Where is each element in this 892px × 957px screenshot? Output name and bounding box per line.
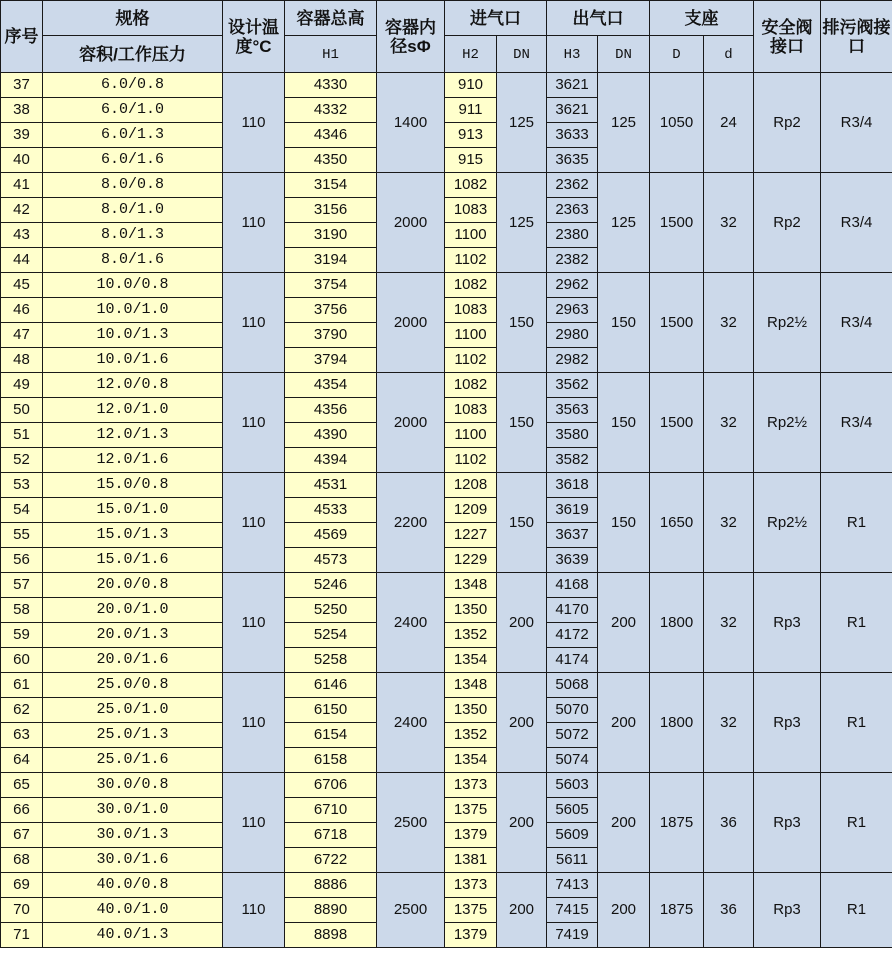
cell-h3: 4174 xyxy=(547,648,598,673)
cell-h2: 1100 xyxy=(445,323,497,348)
cell-h1: 4356 xyxy=(285,398,377,423)
cell-diameter: 2400 xyxy=(377,573,445,673)
cell-seq: 42 xyxy=(1,198,43,223)
cell-h2: 1208 xyxy=(445,473,497,498)
cell-seq: 51 xyxy=(1,423,43,448)
cell-seq: 62 xyxy=(1,698,43,723)
cell-h2: 1375 xyxy=(445,898,497,923)
cell-spec: 12.0/1.3 xyxy=(43,423,223,448)
cell-h1: 3190 xyxy=(285,223,377,248)
cell-h2: 911 xyxy=(445,98,497,123)
cell-support-d-inner: 24 xyxy=(704,73,754,173)
cell-h2: 1082 xyxy=(445,173,497,198)
cell-temp: 110 xyxy=(223,273,285,373)
cell-spec: 10.0/1.3 xyxy=(43,323,223,348)
cell-h3: 2963 xyxy=(547,298,598,323)
table-row xyxy=(1,273,892,298)
cell-h3: 5611 xyxy=(547,848,598,873)
cell-diameter: 2000 xyxy=(377,273,445,373)
cell-support-d-outer: 1050 xyxy=(650,73,704,173)
cell-temp: 110 xyxy=(223,873,285,948)
header-outlet-dn: DN xyxy=(598,36,650,73)
cell-spec: 30.0/1.0 xyxy=(43,798,223,823)
cell-spec: 25.0/0.8 xyxy=(43,673,223,698)
header-diameter: 容器内径sΦ xyxy=(377,1,445,73)
cell-temp: 110 xyxy=(223,473,285,573)
cell-seq: 49 xyxy=(1,373,43,398)
cell-spec: 20.0/1.0 xyxy=(43,598,223,623)
cell-spec: 10.0/1.6 xyxy=(43,348,223,373)
cell-drain-valve: R3/4 xyxy=(821,173,892,273)
cell-seq: 70 xyxy=(1,898,43,923)
cell-spec: 25.0/1.0 xyxy=(43,698,223,723)
cell-seq: 37 xyxy=(1,73,43,98)
header-spec: 规格 xyxy=(43,1,223,36)
cell-h1: 5254 xyxy=(285,623,377,648)
cell-h2: 1100 xyxy=(445,223,497,248)
cell-spec: 20.0/1.6 xyxy=(43,648,223,673)
cell-spec: 20.0/1.3 xyxy=(43,623,223,648)
cell-seq: 41 xyxy=(1,173,43,198)
cell-h3: 4170 xyxy=(547,598,598,623)
cell-diameter: 2500 xyxy=(377,773,445,873)
cell-seq: 50 xyxy=(1,398,43,423)
cell-h1: 4531 xyxy=(285,473,377,498)
cell-h2: 1375 xyxy=(445,798,497,823)
header-height: 容器总高 xyxy=(285,1,377,36)
cell-h1: 6158 xyxy=(285,748,377,773)
cell-h3: 3637 xyxy=(547,523,598,548)
table-row xyxy=(1,773,892,798)
cell-h1: 3794 xyxy=(285,348,377,373)
cell-h1: 4569 xyxy=(285,523,377,548)
cell-drain-valve: R1 xyxy=(821,673,892,773)
cell-drain-valve: R3/4 xyxy=(821,73,892,173)
cell-outlet-dn: 200 xyxy=(598,673,650,773)
cell-temp: 110 xyxy=(223,173,285,273)
cell-h1: 4533 xyxy=(285,498,377,523)
cell-seq: 43 xyxy=(1,223,43,248)
cell-h3: 2982 xyxy=(547,348,598,373)
cell-h2: 1209 xyxy=(445,498,497,523)
cell-seq: 64 xyxy=(1,748,43,773)
cell-h2: 1379 xyxy=(445,823,497,848)
cell-inlet-dn: 200 xyxy=(497,873,547,948)
cell-h1: 6718 xyxy=(285,823,377,848)
header-seq: 序号 xyxy=(1,1,43,73)
cell-seq: 58 xyxy=(1,598,43,623)
cell-outlet-dn: 200 xyxy=(598,773,650,873)
cell-support-d-outer: 1875 xyxy=(650,873,704,948)
cell-h1: 4394 xyxy=(285,448,377,473)
cell-h1: 3154 xyxy=(285,173,377,198)
cell-seq: 69 xyxy=(1,873,43,898)
table-row xyxy=(1,173,892,198)
cell-h3: 3619 xyxy=(547,498,598,523)
cell-inlet-dn: 150 xyxy=(497,373,547,473)
cell-temp: 110 xyxy=(223,773,285,873)
cell-seq: 45 xyxy=(1,273,43,298)
cell-h3: 2382 xyxy=(547,248,598,273)
table-row xyxy=(1,673,892,698)
cell-h1: 6722 xyxy=(285,848,377,873)
header-support-d-outer: D xyxy=(650,36,704,73)
cell-h3: 5605 xyxy=(547,798,598,823)
cell-seq: 56 xyxy=(1,548,43,573)
cell-h2: 1354 xyxy=(445,748,497,773)
cell-h2: 1082 xyxy=(445,373,497,398)
cell-spec: 30.0/1.6 xyxy=(43,848,223,873)
cell-outlet-dn: 200 xyxy=(598,873,650,948)
cell-h3: 7415 xyxy=(547,898,598,923)
cell-h1: 4346 xyxy=(285,123,377,148)
cell-diameter: 2000 xyxy=(377,373,445,473)
cell-safety-valve: Rp3 xyxy=(754,773,821,873)
cell-h1: 4390 xyxy=(285,423,377,448)
cell-h3: 2980 xyxy=(547,323,598,348)
cell-temp: 110 xyxy=(223,673,285,773)
cell-h3: 4172 xyxy=(547,623,598,648)
cell-h3: 2380 xyxy=(547,223,598,248)
cell-support-d-inner: 36 xyxy=(704,873,754,948)
cell-h1: 5258 xyxy=(285,648,377,673)
cell-spec: 30.0/0.8 xyxy=(43,773,223,798)
cell-drain-valve: R1 xyxy=(821,573,892,673)
cell-h1: 4332 xyxy=(285,98,377,123)
cell-h1: 6146 xyxy=(285,673,377,698)
cell-h3: 3582 xyxy=(547,448,598,473)
cell-h1: 8898 xyxy=(285,923,377,948)
cell-seq: 63 xyxy=(1,723,43,748)
cell-safety-valve: Rp2½ xyxy=(754,473,821,573)
cell-spec: 12.0/1.6 xyxy=(43,448,223,473)
cell-temp: 110 xyxy=(223,573,285,673)
cell-temp: 110 xyxy=(223,73,285,173)
header-inlet-dn: DN xyxy=(497,36,547,73)
cell-diameter: 2200 xyxy=(377,473,445,573)
cell-h3: 5068 xyxy=(547,673,598,698)
cell-h1: 4573 xyxy=(285,548,377,573)
cell-support-d-outer: 1500 xyxy=(650,173,704,273)
cell-seq: 44 xyxy=(1,248,43,273)
cell-outlet-dn: 150 xyxy=(598,373,650,473)
cell-h1: 6150 xyxy=(285,698,377,723)
cell-seq: 47 xyxy=(1,323,43,348)
table-row xyxy=(1,73,892,98)
cell-spec: 6.0/0.8 xyxy=(43,73,223,98)
cell-h2: 1373 xyxy=(445,773,497,798)
cell-seq: 54 xyxy=(1,498,43,523)
cell-seq: 60 xyxy=(1,648,43,673)
cell-support-d-inner: 32 xyxy=(704,173,754,273)
cell-h3: 5070 xyxy=(547,698,598,723)
cell-seq: 52 xyxy=(1,448,43,473)
cell-h1: 4354 xyxy=(285,373,377,398)
header-inlet-h2: H2 xyxy=(445,36,497,73)
cell-h2: 1350 xyxy=(445,698,497,723)
table-row xyxy=(1,373,892,398)
cell-safety-valve: Rp2 xyxy=(754,173,821,273)
cell-support-d-outer: 1650 xyxy=(650,473,704,573)
cell-inlet-dn: 125 xyxy=(497,73,547,173)
cell-seq: 57 xyxy=(1,573,43,598)
cell-inlet-dn: 125 xyxy=(497,173,547,273)
cell-h2: 1083 xyxy=(445,198,497,223)
cell-seq: 66 xyxy=(1,798,43,823)
header-inlet: 进气口 xyxy=(445,1,547,36)
cell-h1: 3194 xyxy=(285,248,377,273)
cell-diameter: 1400 xyxy=(377,73,445,173)
cell-h1: 4350 xyxy=(285,148,377,173)
cell-spec: 8.0/1.0 xyxy=(43,198,223,223)
cell-seq: 65 xyxy=(1,773,43,798)
cell-drain-valve: R3/4 xyxy=(821,373,892,473)
cell-seq: 48 xyxy=(1,348,43,373)
header-outlet-h3: H3 xyxy=(547,36,598,73)
cell-seq: 38 xyxy=(1,98,43,123)
cell-spec: 25.0/1.3 xyxy=(43,723,223,748)
cell-support-d-inner: 32 xyxy=(704,573,754,673)
cell-inlet-dn: 150 xyxy=(497,273,547,373)
cell-h2: 1102 xyxy=(445,348,497,373)
cell-spec: 15.0/1.3 xyxy=(43,523,223,548)
cell-h3: 3621 xyxy=(547,98,598,123)
cell-spec: 10.0/1.0 xyxy=(43,298,223,323)
header-spec-sub: 容积/工作压力 xyxy=(43,36,223,73)
cell-support-d-inner: 36 xyxy=(704,773,754,873)
cell-support-d-inner: 32 xyxy=(704,373,754,473)
cell-spec: 6.0/1.3 xyxy=(43,123,223,148)
cell-h1: 6154 xyxy=(285,723,377,748)
header-safety-valve: 安全阀接口 xyxy=(754,1,821,73)
cell-inlet-dn: 200 xyxy=(497,573,547,673)
cell-h3: 3562 xyxy=(547,373,598,398)
cell-h3: 3633 xyxy=(547,123,598,148)
cell-outlet-dn: 200 xyxy=(598,573,650,673)
cell-seq: 40 xyxy=(1,148,43,173)
cell-spec: 10.0/0.8 xyxy=(43,273,223,298)
cell-spec: 15.0/0.8 xyxy=(43,473,223,498)
cell-diameter: 2000 xyxy=(377,173,445,273)
cell-spec: 30.0/1.3 xyxy=(43,823,223,848)
cell-safety-valve: Rp3 xyxy=(754,873,821,948)
cell-h2: 915 xyxy=(445,148,497,173)
cell-seq: 46 xyxy=(1,298,43,323)
cell-diameter: 2400 xyxy=(377,673,445,773)
cell-h2: 1229 xyxy=(445,548,497,573)
cell-h1: 8886 xyxy=(285,873,377,898)
cell-seq: 67 xyxy=(1,823,43,848)
cell-h1: 5246 xyxy=(285,573,377,598)
cell-h2: 1082 xyxy=(445,273,497,298)
cell-spec: 12.0/0.8 xyxy=(43,373,223,398)
cell-h3: 3618 xyxy=(547,473,598,498)
cell-seq: 61 xyxy=(1,673,43,698)
cell-h1: 4330 xyxy=(285,73,377,98)
cell-h1: 3790 xyxy=(285,323,377,348)
cell-spec: 15.0/1.0 xyxy=(43,498,223,523)
cell-h2: 1381 xyxy=(445,848,497,873)
cell-h2: 1354 xyxy=(445,648,497,673)
cell-h3: 2363 xyxy=(547,198,598,223)
cell-inlet-dn: 150 xyxy=(497,473,547,573)
cell-safety-valve: Rp2½ xyxy=(754,273,821,373)
cell-safety-valve: Rp3 xyxy=(754,673,821,773)
cell-h3: 3580 xyxy=(547,423,598,448)
cell-h2: 910 xyxy=(445,73,497,98)
cell-seq: 39 xyxy=(1,123,43,148)
header-drain-valve: 排污阀接口 xyxy=(821,1,892,73)
cell-h3: 3621 xyxy=(547,73,598,98)
cell-support-d-inner: 32 xyxy=(704,273,754,373)
cell-h2: 1100 xyxy=(445,423,497,448)
header-support: 支座 xyxy=(650,1,754,36)
cell-spec: 8.0/1.6 xyxy=(43,248,223,273)
cell-seq: 68 xyxy=(1,848,43,873)
cell-outlet-dn: 150 xyxy=(598,473,650,573)
cell-h2: 1379 xyxy=(445,923,497,948)
cell-h3: 5609 xyxy=(547,823,598,848)
cell-spec: 20.0/0.8 xyxy=(43,573,223,598)
cell-support-d-inner: 32 xyxy=(704,673,754,773)
cell-h1: 8890 xyxy=(285,898,377,923)
cell-support-d-outer: 1500 xyxy=(650,273,704,373)
cell-h3: 2362 xyxy=(547,173,598,198)
cell-support-d-outer: 1800 xyxy=(650,573,704,673)
cell-h2: 1102 xyxy=(445,248,497,273)
cell-h3: 2962 xyxy=(547,273,598,298)
cell-h2: 1348 xyxy=(445,573,497,598)
cell-outlet-dn: 150 xyxy=(598,273,650,373)
cell-h3: 7419 xyxy=(547,923,598,948)
cell-seq: 59 xyxy=(1,623,43,648)
cell-spec: 6.0/1.6 xyxy=(43,148,223,173)
cell-h3: 4168 xyxy=(547,573,598,598)
cell-temp: 110 xyxy=(223,373,285,473)
cell-h2: 1352 xyxy=(445,623,497,648)
cell-support-d-inner: 32 xyxy=(704,473,754,573)
cell-h3: 5072 xyxy=(547,723,598,748)
cell-h1: 3754 xyxy=(285,273,377,298)
cell-spec: 8.0/1.3 xyxy=(43,223,223,248)
cell-inlet-dn: 200 xyxy=(497,773,547,873)
cell-h1: 3156 xyxy=(285,198,377,223)
cell-drain-valve: R1 xyxy=(821,473,892,573)
cell-h2: 1083 xyxy=(445,298,497,323)
cell-spec: 8.0/0.8 xyxy=(43,173,223,198)
cell-seq: 71 xyxy=(1,923,43,948)
cell-h1: 6710 xyxy=(285,798,377,823)
cell-h3: 3639 xyxy=(547,548,598,573)
cell-h3: 5603 xyxy=(547,773,598,798)
spec-table-body xyxy=(1,73,892,948)
cell-h2: 1348 xyxy=(445,673,497,698)
cell-h2: 1227 xyxy=(445,523,497,548)
cell-spec: 12.0/1.0 xyxy=(43,398,223,423)
cell-safety-valve: Rp3 xyxy=(754,573,821,673)
cell-safety-valve: Rp2 xyxy=(754,73,821,173)
cell-h1: 3756 xyxy=(285,298,377,323)
header-support-d-inner: d xyxy=(704,36,754,73)
cell-drain-valve: R1 xyxy=(821,873,892,948)
table-row xyxy=(1,873,892,898)
cell-spec: 40.0/1.0 xyxy=(43,898,223,923)
cell-outlet-dn: 125 xyxy=(598,73,650,173)
cell-h3: 3635 xyxy=(547,148,598,173)
cell-h2: 913 xyxy=(445,123,497,148)
cell-spec: 25.0/1.6 xyxy=(43,748,223,773)
cell-h2: 1352 xyxy=(445,723,497,748)
cell-spec: 40.0/0.8 xyxy=(43,873,223,898)
cell-support-d-outer: 1500 xyxy=(650,373,704,473)
header-outlet: 出气口 xyxy=(547,1,650,36)
cell-diameter: 2500 xyxy=(377,873,445,948)
cell-safety-valve: Rp2½ xyxy=(754,373,821,473)
table-row xyxy=(1,473,892,498)
cell-h2: 1350 xyxy=(445,598,497,623)
cell-inlet-dn: 200 xyxy=(497,673,547,773)
cell-spec: 40.0/1.3 xyxy=(43,923,223,948)
cell-h3: 7413 xyxy=(547,873,598,898)
table-row xyxy=(1,573,892,598)
cell-seq: 53 xyxy=(1,473,43,498)
header-height-sub: H1 xyxy=(285,36,377,73)
cell-support-d-outer: 1800 xyxy=(650,673,704,773)
cell-spec: 15.0/1.6 xyxy=(43,548,223,573)
cell-outlet-dn: 125 xyxy=(598,173,650,273)
cell-h2: 1373 xyxy=(445,873,497,898)
cell-seq: 55 xyxy=(1,523,43,548)
cell-h2: 1102 xyxy=(445,448,497,473)
cell-h1: 6706 xyxy=(285,773,377,798)
cell-support-d-outer: 1875 xyxy=(650,773,704,873)
cell-h3: 3563 xyxy=(547,398,598,423)
header-temp: 设计温度°C xyxy=(223,1,285,73)
cell-drain-valve: R1 xyxy=(821,773,892,873)
cell-h1: 5250 xyxy=(285,598,377,623)
cell-drain-valve: R3/4 xyxy=(821,273,892,373)
cell-spec: 6.0/1.0 xyxy=(43,98,223,123)
cell-h3: 5074 xyxy=(547,748,598,773)
cell-h2: 1083 xyxy=(445,398,497,423)
